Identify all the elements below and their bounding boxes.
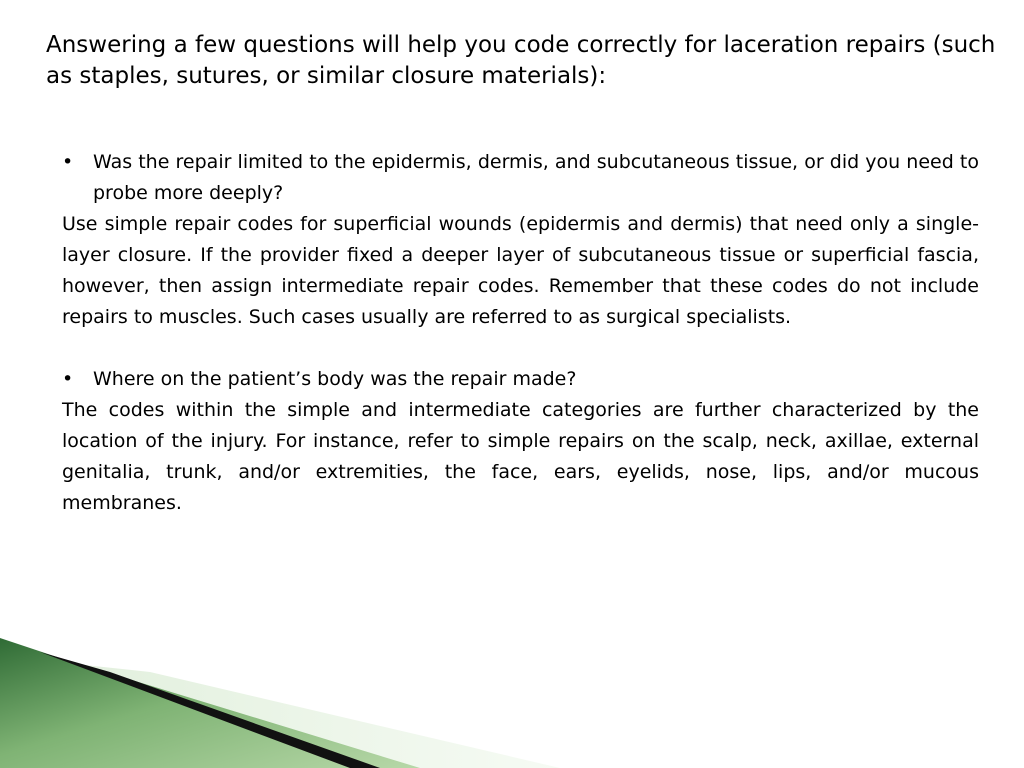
bullet-marker: • (62, 368, 74, 390)
slide-title: Answering a few questions will help you code correctly for laceration repairs (such as staples, sutures, or similar closure materials): (46, 32, 996, 89)
question-text: Where on the patient’s body was the repair made? (93, 368, 577, 390)
answer-paragraph-2: The codes within the simple and intermediate categories are further characterized by the location of the injury. For instance, refer to simple repairs on the scalp, neck, axillae, external genitalia, trunk, and/or extremities, the face, ears, eyelids, nose, lips, and/or mucous membranes. (62, 399, 979, 514)
bullet-question-1 (62, 147, 979, 209)
bullet-marker: • (62, 151, 74, 173)
decorative-swoosh (0, 638, 1024, 768)
answer-paragraph-1: Use simple repair codes for superficial wounds (epidermis and dermis) that need only a single-layer closure. If the provider fixed a deeper layer of subcutaneous tissue or superficial fascia, however, then assign intermediate repair codes. Remember that these codes do not include repairs to muscles. Such cases usually are referred to as surgical specialists. (62, 213, 979, 328)
slide-content (62, 147, 979, 519)
bullet-question-2 (62, 364, 979, 395)
question-text: Was the repair limited to the epidermis, dermis, and subcutaneous tissue, or did you need to probe more deeply? (93, 151, 979, 204)
spacer (62, 333, 979, 364)
